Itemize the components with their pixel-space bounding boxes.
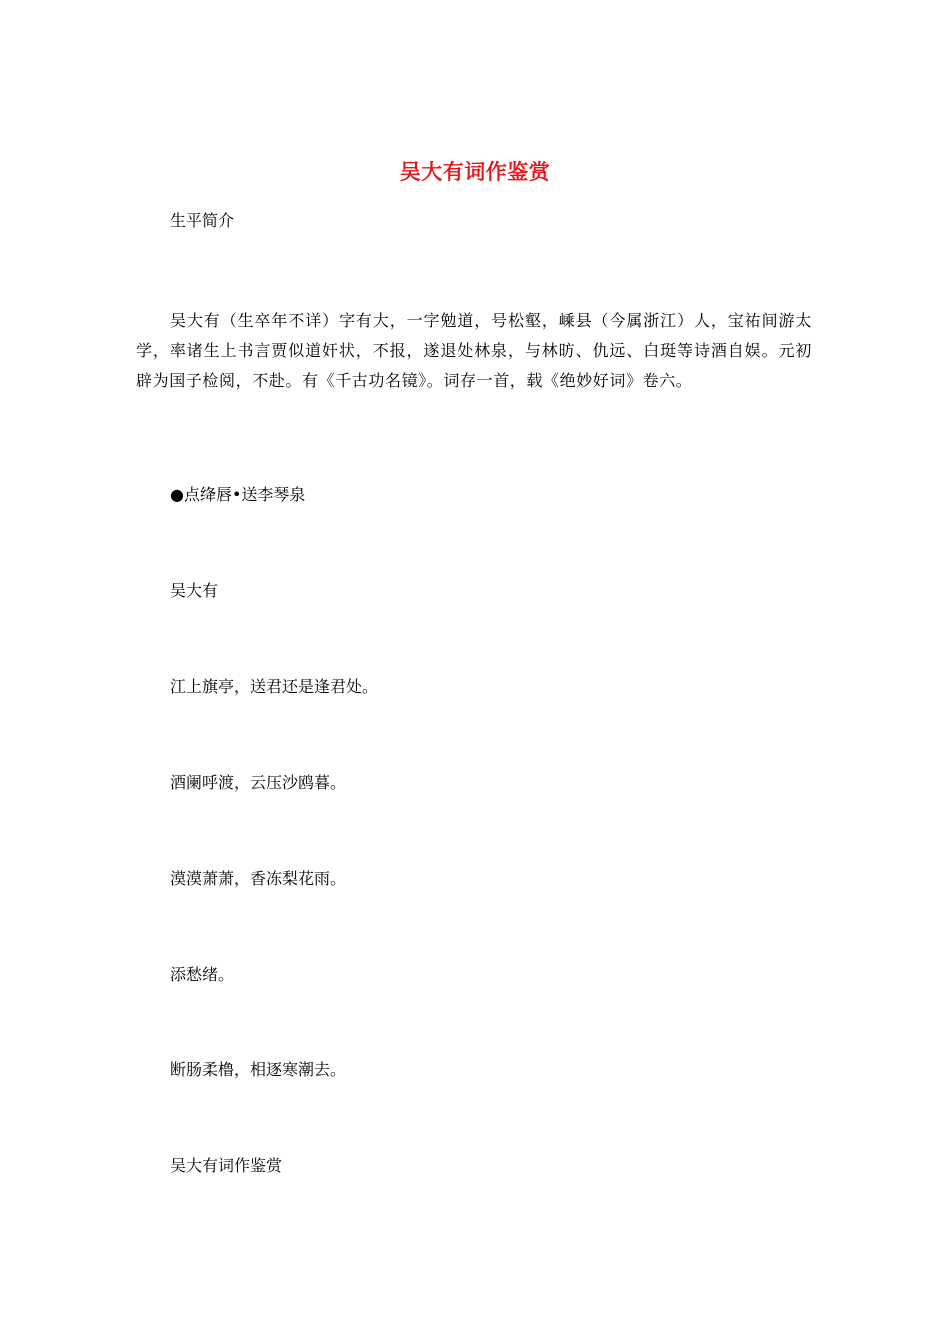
document-title: 吴大有词作鉴赏 — [399, 159, 551, 184]
poem-line: 漠漠萧萧，香冻梨花雨。 — [170, 869, 347, 888]
section-heading: 生平简介 — [170, 211, 235, 230]
poem-line: 江上旗亭，送君还是逢君处。 — [170, 677, 379, 696]
poem-line: 酒阑呼渡，云压沙鸥暮。 — [170, 773, 347, 792]
biography-paragraph: 吴大有（生卒年不详）字有大，一字勉道，号松壑，嵊县（今属浙江）人，宝祐间游太学，率诸生上书言贾似道奸状，不报，遂退处林泉，与林昉、仇远、白珽等诗酒自娱。元初辟为国子检阅，不赴。有《千古功名镜》。词存一首，载《绝妙好词》卷六。 — [136, 311, 812, 390]
footer-title: 吴大有词作鉴赏 — [170, 1156, 283, 1175]
poem-author: 吴大有 — [170, 581, 219, 600]
poem-heading: ●点绛唇•送李琴泉 — [170, 485, 306, 504]
poem-line: 添愁绪。 — [170, 965, 235, 984]
poem-line: 断肠柔橹，相逐寒潮去。 — [170, 1060, 347, 1079]
